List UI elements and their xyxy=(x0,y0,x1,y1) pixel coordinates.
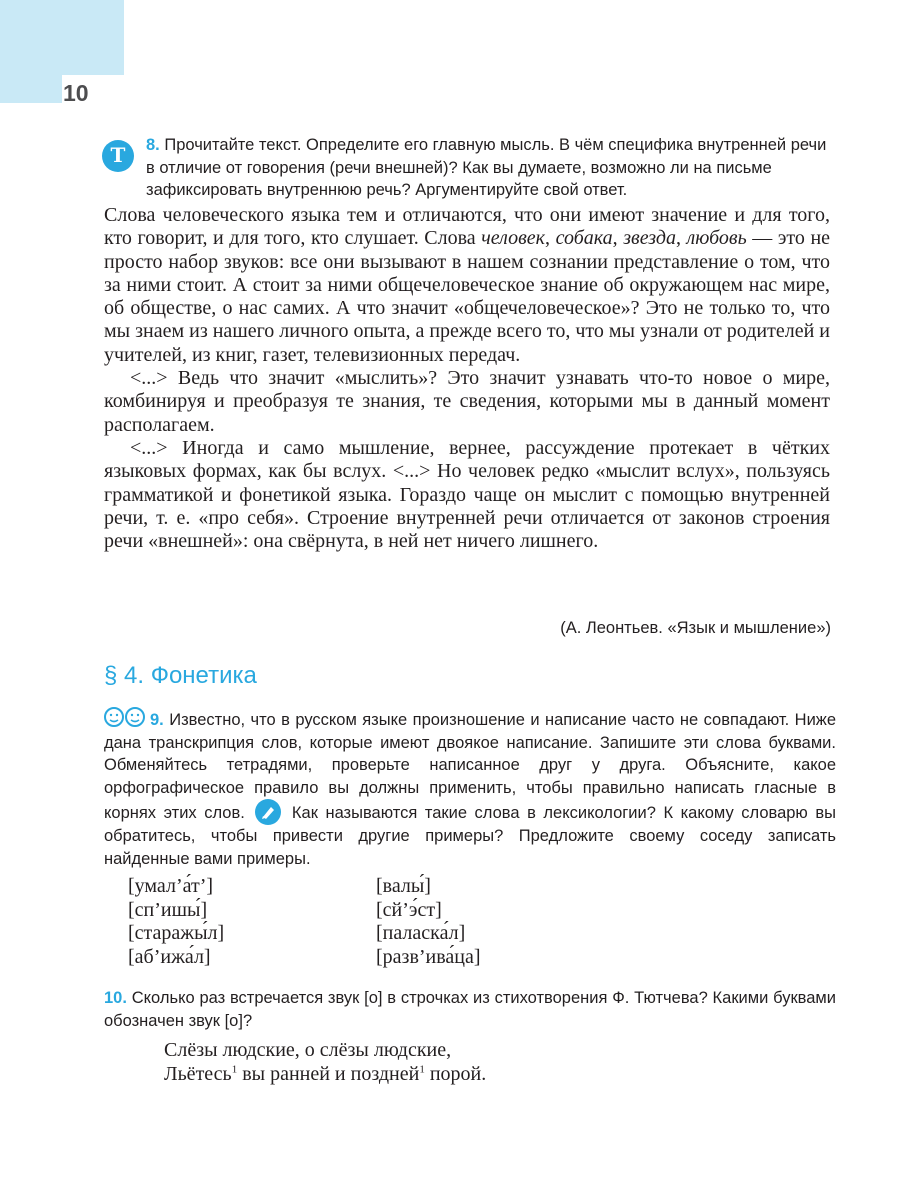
transcription-item: [сй’э́ст] xyxy=(376,898,442,921)
reading-text-span: — это не просто набор звуков: все они вызывают в нашем сознании представление о том, что за ними стоит. А стоит за ними общечеловеческое знание об окружающем нас мире, об обществе, о нас самих. А что значит «общечеловеческое»? Это не только то, что мы знаем из нашего личного опыта, а прежде всего то, что мы узнали от родителей и учителей, из книг, газет, телевизионных передач. xyxy=(104,227,831,366)
task-text: Известно, что в русском языке произношение и написание часто не совпадают. Ниже дана транскрипция слов, которые имеют двоякое написание. Запишите эти слова буквами. Обменяйтесь тетрадями, проверьте написанное друг у друга. Объясните, какое орфографическое правило вы должны применить, чтобы правильно написать гласные в корнях этих слов. xyxy=(104,711,836,822)
poem-text: порой. xyxy=(424,1063,487,1085)
poem-line xyxy=(164,1062,486,1086)
poem-line: Слёзы людские, о слёзы людские, xyxy=(164,1039,452,1061)
section-title: § 4. Фонетика xyxy=(104,662,257,689)
transcription-item: [разв’ива́ца] xyxy=(376,945,481,968)
transcription-column xyxy=(128,875,224,969)
example-word: человек xyxy=(481,227,546,250)
pencil-icon xyxy=(255,799,281,825)
transcription-item: [паласка́л] xyxy=(376,922,466,944)
task-8 xyxy=(146,134,836,202)
poem-text: Льётесь xyxy=(164,1063,232,1085)
task-number: 10. xyxy=(104,989,127,1007)
reading-paragraph: <...> Иногда и само мышление, вернее, рассуждение протекает в чётких языковых формах, как бы вслух. <...> Но человек редко «мыслит вслух», пользуясь грамматикой и фонетикой языка. Гораздо чаще он мыслит с помощью внутренней речи, т. е. «про себя». Строение внутренней речи отличается от законов строения речи «внешней»: она свёрнута, в ней нет ничего лишнего. xyxy=(104,436,830,553)
task-text: Как называются такие слова в лексикологии? К какому словарю вы обратитесь, чтобы привести другие примеры? Предложите своему соседу записать найденные вами примеры. xyxy=(104,804,836,868)
reading-source: (А. Леонтьев. «Язык и мышление») xyxy=(560,619,831,637)
reading-paragraph: Слова человеческого языка тем и отличаются, что они имеют значение и для того, кто говорит, и для того, кто слушает. Слова человек, собака, звезда, любовь — это не просто набор звуков: все они вызывают в нашем сознании представление о том, что за ними стоит. А стоит за ними общечеловеческое знание об окружающем нас мире, об обществе, о нас самих. А что значит «общечеловеческое»? Это не только то, что мы знаем из нашего личного опыта, а прежде всего то, что мы узнали от родителей и учителей, из книг, газет, телевизионных передач. xyxy=(104,204,831,366)
transcription-item: [старажы́л] xyxy=(128,922,225,944)
task-text: Сколько раз встречается звук [о] в строчках из стихотворения Ф. Тютчева? Какими буквами обозначен звук [о]? xyxy=(104,989,836,1030)
transcription-item: [умал’а́т’] xyxy=(128,875,214,897)
task-number: 8. xyxy=(146,136,160,154)
footnote-mark: 1 xyxy=(419,1063,425,1076)
task-type-badge: Т xyxy=(102,140,134,172)
transcription-column xyxy=(376,875,481,969)
transcription-item: [сп’ишы́] xyxy=(128,898,208,921)
page-number: 10 xyxy=(63,80,89,106)
task-9 xyxy=(104,709,836,870)
task-number: 9. xyxy=(150,711,164,729)
reading-text-span: Слова человеческого языка тем и отличаются, что они имеют значение и для того, кто говорит, и для того, кто слушает. Слова xyxy=(104,204,830,250)
footnote-mark: 1 xyxy=(231,1063,238,1076)
example-word: любовь xyxy=(686,227,747,250)
transcription-item: [аб’ижа́л] xyxy=(128,945,211,968)
example-word: собака xyxy=(555,227,613,250)
poem-excerpt xyxy=(164,1038,486,1086)
reading-text xyxy=(104,204,830,553)
task-text: Прочитайте текст. Определите его главную мысль. В чём специфика внутренней речи в отличие от говорения (речи внешней)? Как вы думаете, возможно ли на письме зафиксировать внутреннюю речь? Аргументируйте свой ответ. xyxy=(146,136,827,199)
example-word: звезда xyxy=(623,227,676,250)
poem-text: вы ранней и поздней xyxy=(237,1063,420,1085)
transcription-item: [валы́] xyxy=(376,875,431,897)
reading-paragraph: <...> Ведь что значит «мыслить»? Это значит узнавать что-то новое о мире, комбинируя и преобразуя те знания, те сведения, которыми мы в данный момент располагаем. xyxy=(104,367,830,436)
task-10 xyxy=(104,987,836,1032)
